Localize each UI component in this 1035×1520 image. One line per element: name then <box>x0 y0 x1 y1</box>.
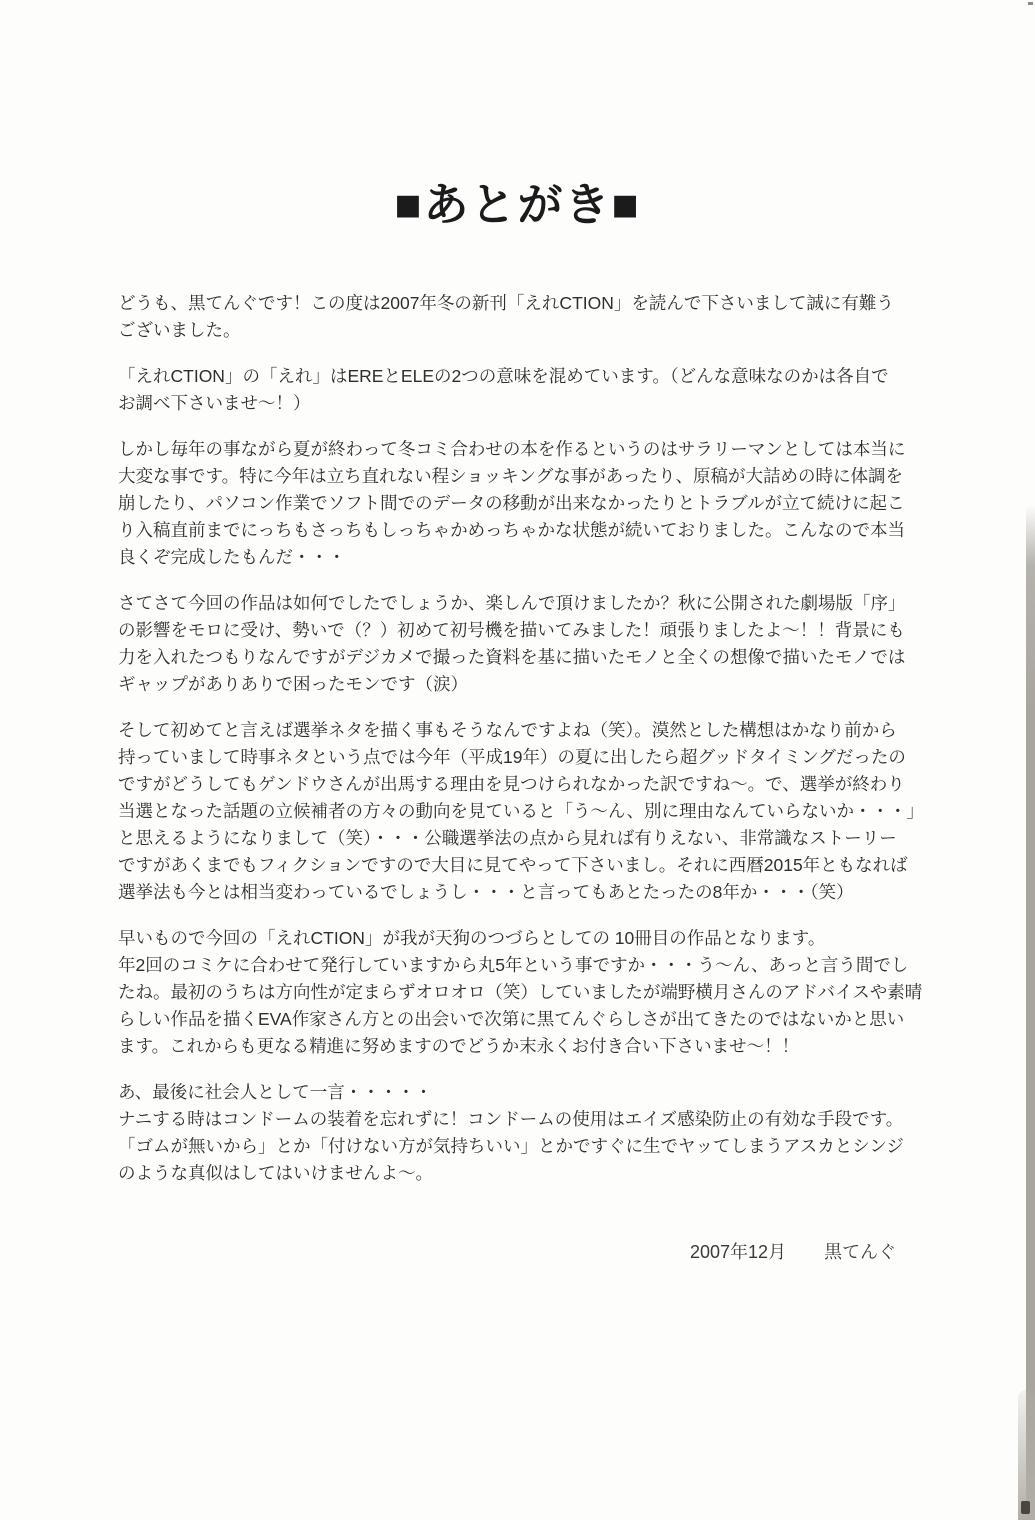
text-line: しかし毎年の事ながら夏が終わって冬コミ合わせの本を作るというのはサラリーマンとしては本当に <box>118 439 906 459</box>
text-line: 「えれCTION」の「えれ」はEREとELEの2つの意味を混めています。（どんな意味なのかは各自で <box>118 366 889 386</box>
paragraph-election-topic <box>118 717 978 906</box>
text-line: 力を入れたつもりなんですがデジカメで撮った資料を基に描いたモノと全くの想像で描いたモノでは <box>118 647 906 667</box>
afterword-body <box>118 290 978 1206</box>
scan-edge-shadow-right <box>1026 505 1035 1520</box>
text-line: り入稿直前までにっちもさっちもしっちゃかめっちゃかな状態が続いておりました。こんなので本当 <box>118 520 905 540</box>
text-line: 年2回のコミケに合わせて発行していますから丸5年という事ですか・・・う～ん、あっと言う間でし <box>118 955 909 975</box>
scan-speck-top-right <box>1028 2 1033 5</box>
text-line: どうも、黒てんぐです！この度は2007年冬の新刊「えれCTION」を読んで下さいまして誠に有難う <box>118 293 894 313</box>
text-line: さてさて今回の作品は如何でしたでしょうか、楽しんで頂けましたか？秋に公開された劇場版「序」 <box>118 593 906 613</box>
paragraph-greeting <box>118 290 978 344</box>
text-line: お調べ下さいませ～！） <box>118 393 311 413</box>
text-line: あ、最後に社会人として一言・・・・・ <box>118 1082 433 1102</box>
text-line: 当選となった話題の立候補者の方々の動向を見ていると「う～ん、別に理由なんていらないか・・・」 <box>118 801 925 821</box>
text-line: ですがどうしてもゲンドウさんが出馬する理由を見つけられなかった訳ですね～。で、選挙が終わり <box>118 774 905 794</box>
text-line: 大変な事です。特に今年は立ち直れない程ショッキングな事があったり、原稿が大詰めの時に体調を <box>118 466 904 486</box>
text-line: ナニする時はコンドームの装着を忘れずに！コンドームの使用はエイズ感染防止の有効な手段です。 <box>118 1109 904 1129</box>
text-line: 良くぞ完成したもんだ・・・ <box>118 547 346 567</box>
text-line: たね。最初のうちは方向性が定まらずオロオロ（笑）していましたが端野横月さんのアドバイスや素晴 <box>118 982 923 1002</box>
text-line: そして初めてと言えば選挙ネタを描く事もそうなんですよね（笑）。漠然とした構想はかなり前から <box>118 720 897 740</box>
signature-line <box>690 1238 896 1264</box>
paragraph-about-the-work <box>118 590 978 698</box>
text-line: の影響をモロに受け、勢いで（？）初めて初号機を描いてみました！頑張りましたよ～！！背景にも <box>118 620 905 640</box>
text-line: 持っていまして時事ネタという点では今年（平成19年）の夏に出したら超グッドタイミングだったの <box>118 747 906 767</box>
signature-date: 2007年12月 <box>690 1242 787 1262</box>
text-line: 崩したり、パソコン作業でソフト間でのデータの移動が出来なかったりとトラブルが立て続けに起こ <box>118 493 905 513</box>
text-line: 選挙法も今とは相当変わっているでしょうし・・・と言ってもあとたったの8年か・・・（笑） <box>118 882 854 902</box>
text-line: のような真似はしてはいけませんよ～。 <box>118 1163 433 1183</box>
text-line: ですがあくまでもフィクションですので大目に見てやって下さいまし。それに西暦2015年ともなれば <box>118 855 908 875</box>
paragraph-final-word <box>118 1079 978 1187</box>
text-line: ございました。 <box>118 320 241 340</box>
page-title: ■あとがき■ <box>394 179 641 230</box>
signature-author: 黒てんぐ <box>824 1242 897 1262</box>
text-line: ます。これからも更なる精進に努めますのでどうか末永くお付き合い下さいませ～！！ <box>118 1036 800 1056</box>
paragraph-title-meaning <box>118 363 978 417</box>
text-line: ギャップがありありで困ったモンです（涙） <box>118 674 468 694</box>
paragraph-production-troubles <box>118 436 978 571</box>
text-line: と思えるようになりまして（笑）・・・公職選挙法の点から見れば有りえない、非常識なストーリー <box>118 828 897 848</box>
scan-corner-mark <box>1021 1501 1030 1514</box>
text-line: らしい作品を描くEVA作家さん方との出会いで次第に黒てんぐらしさが出てきたのではないかと思い <box>118 1009 905 1029</box>
paragraph-tenth-book <box>118 925 978 1060</box>
text-line: 早いもので今回の「えれCTION」が我が天狗のつづらとしての 10冊目の作品となります。 <box>118 928 826 948</box>
text-line: 「ゴムが無いから」とか「付けない方が気持ちいい」とかですぐに生でヤッてしまうアスカとシンジ <box>118 1136 904 1156</box>
